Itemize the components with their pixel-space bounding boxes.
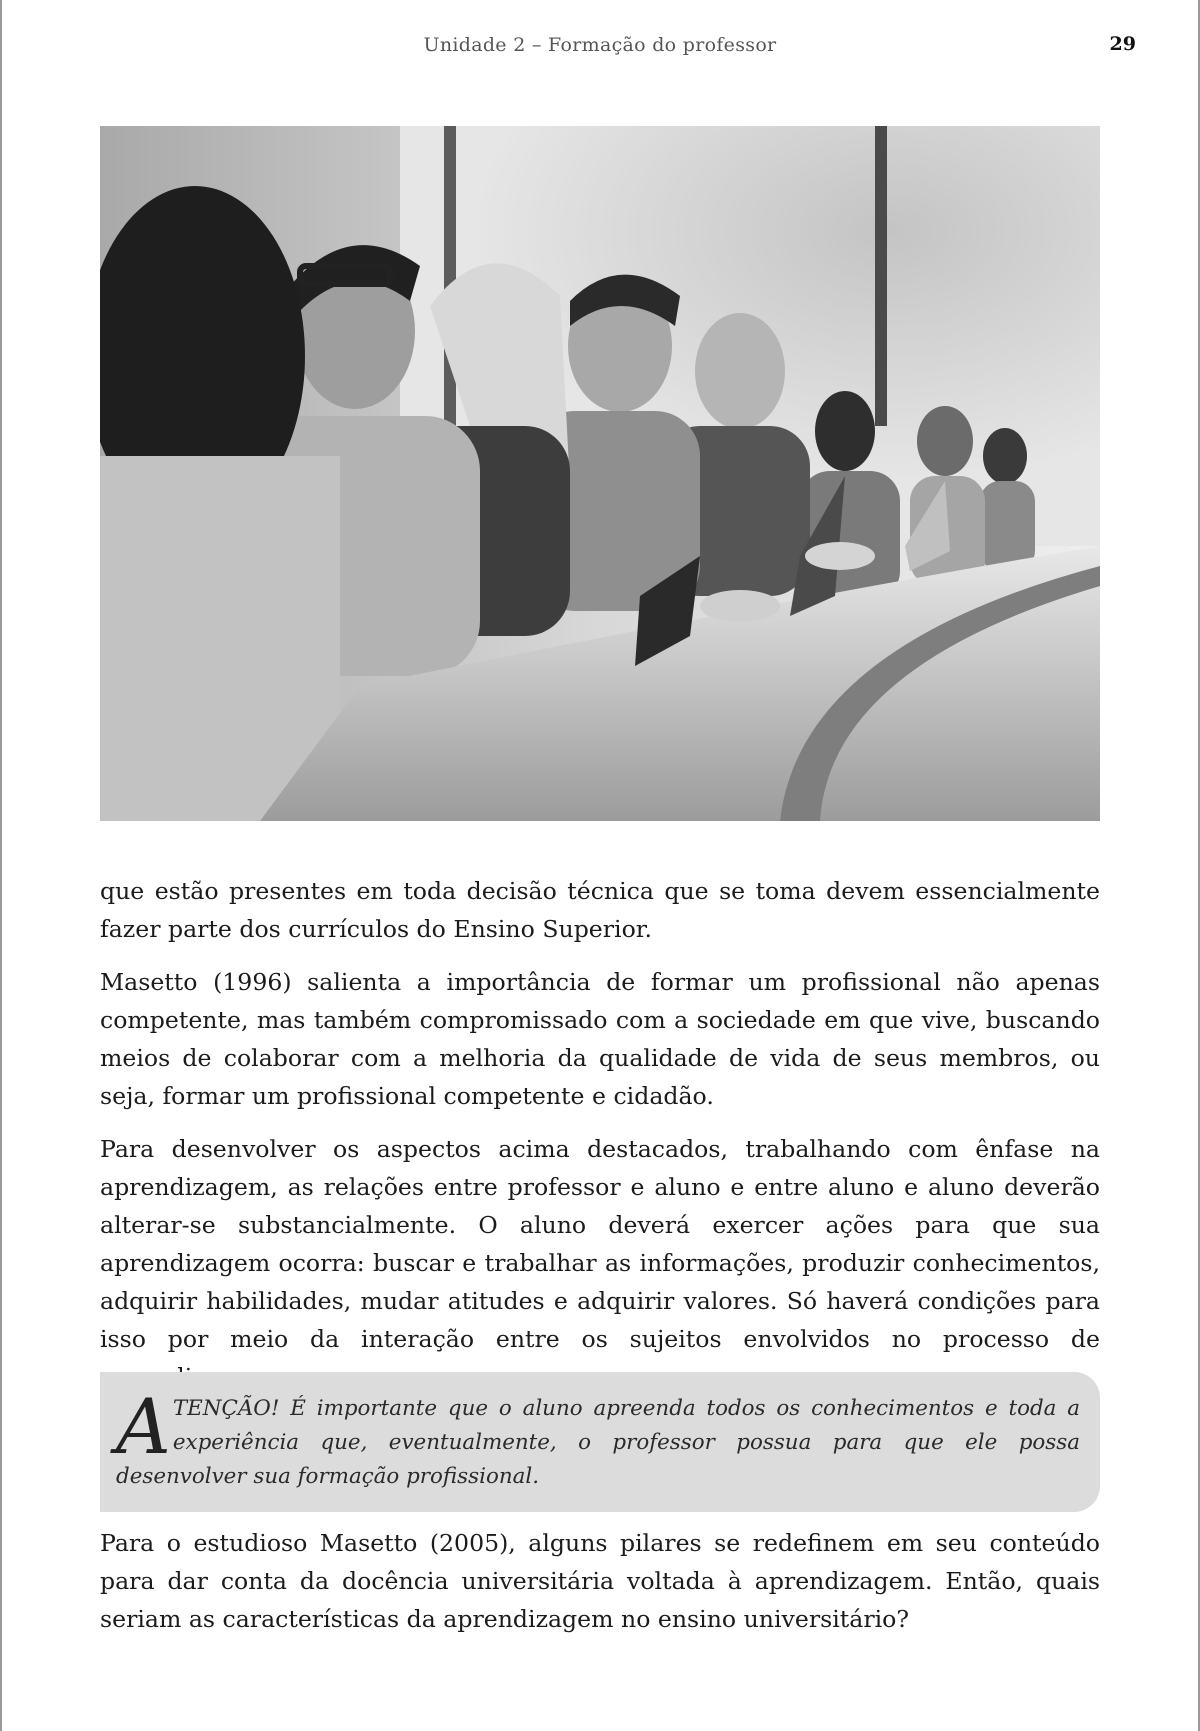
attention-callout <box>100 1372 1100 1512</box>
paragraph-4 <box>100 1524 1100 1638</box>
paragraph-3-text: Para desenvolver os aspectos acima destacados, trabalhando com ênfase na aprendizagem, as relações entre professor e aluno e entre aluno e aluno deverão alterar-se substancialmente. O aluno deverá exercer ações para que sua aprendizagem ocorra: buscar e trabalhar as informações, produzir conhecimentos, adquirir habilidades, mudar atitudes e adquirir valores. Só haverá condições para isso por meio da interação entre os sujeitos envolvidos no processo de <box>100 1135 1100 1353</box>
paragraph-2-text: Masetto (1996) salienta a importância de formar um profissional não apenas competente, mas também compromissado com a sociedade em que vive, buscando meios de colaborar com a melhoria da qualidade de vida de seus membros, ou seja, formar um profissional competente e cidadão. <box>100 968 1100 1110</box>
callout-text-block <box>116 1382 1080 1494</box>
page-number: 29 <box>1109 33 1136 55</box>
running-header: Unidade 2 – Formação do professor <box>423 34 777 56</box>
callout-text: TENÇÃO! É importante que o aluno apreenda todos os conhecimentos e toda a experiência que, eventualmente, o professor possua para que ele possa desenvolver sua formação profissional. <box>116 1396 1080 1489</box>
paragraph-3 <box>100 1130 1100 1396</box>
page-edge-left <box>0 0 2 1731</box>
paragraph-4-text: Para o estudioso Masetto (2005), alguns pilares se redefinem em seu conteúdo para dar conta da docência universitária voltada à aprendizagem. Então, quais seriam as características da aprendizagem no ensino universitário? <box>100 1529 1100 1633</box>
callout-dropcap: A <box>116 1382 171 1471</box>
paragraph-1 <box>100 872 1100 948</box>
photo-students-in-lecture-hall-image <box>100 126 1100 821</box>
paragraph-1-text: que estão presentes em toda decisão técnica que se toma devem essencialmente fazer parte dos currículos do Ensino Superior. <box>100 877 1100 943</box>
paragraph-2 <box>100 963 1100 1115</box>
students-photo <box>100 126 1100 821</box>
